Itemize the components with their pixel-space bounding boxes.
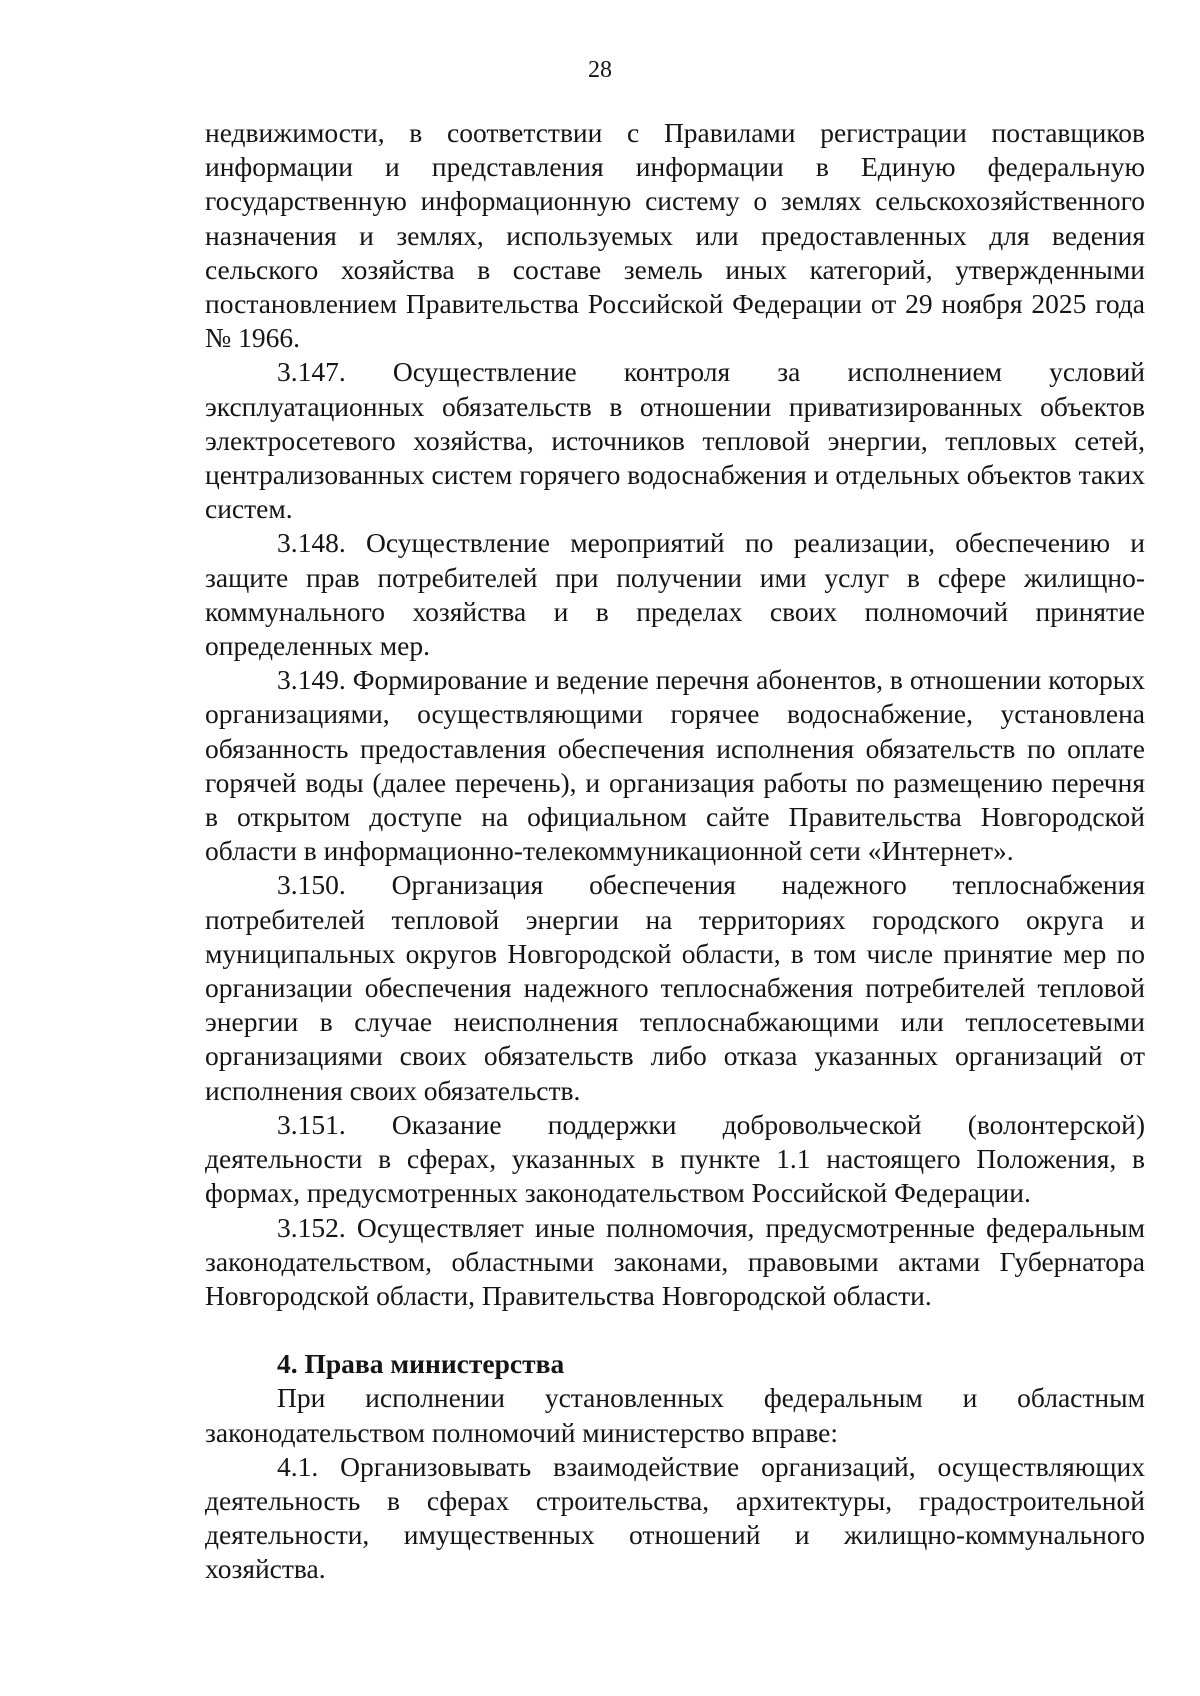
- paragraph-3-148: 3.148. Осуществление мероприятий по реализации, обеспечению и защите прав потребителей при получении ими услуг в сфере жилищно-коммунального хозяйства и в пределах своих полномочий принятие определенных мер.: [205, 527, 1145, 662]
- paragraph-4-1: 4.1. Организовывать взаимодействие организаций, осуществляющих деятельность в сферах строительства, архитектуры, градостроительной деятельности, имущественных отношений и жилищно-коммунального хозяйства.: [205, 1450, 1145, 1585]
- paragraph-3-147: 3.147. Осуществление контроля за исполнением условий эксплуатационных обязательств в отношении приватизированных объектов электросетевого хозяйства, источников тепловой энергии, тепловых сетей, централизованных систем горячего водоснабжения и отдельных объектов таких систем.: [205, 356, 1145, 525]
- paragraph-4-intro: При исполнении установленных федеральным и областным законодательством полномочий министерство вправе:: [205, 1382, 1145, 1448]
- paragraph-3-150: 3.150. Организация обеспечения надежного теплоснабжения потребителей тепловой энергии на территориях городского округа и муниципальных округов Новгородской области, в том числе принятие мер по организации обеспечения надежного теплоснабжения потребителей тепловой энергии в случае неисполнения теплоснабжающими или теплосетевыми организациями своих обязательств либо отказа указанных организаций от исполнения своих обязательств.: [205, 869, 1145, 1106]
- paragraph-3-151: 3.151. Оказание поддержки добровольческой (волонтерской) деятельности в сферах, указанных в пункте 1.1 настоящего Положения, в формах, предусмотренных законодательством Российской Федерации.: [205, 1108, 1145, 1209]
- document-body: [205, 116, 1145, 1587]
- paragraph-3-149: 3.149. Формирование и ведение перечня абонентов, в отношении которых организациями, осуществляющими горячее водоснабжение, установлена обязанность предоставления обеспечения исполнения обязательств по оплате горячей воды (далее перечень), и организация работы по размещению перечня в открытом доступе на официальном сайте Правительства Новгородской области в информационно-телекоммуникационной сети «Интернет».: [205, 664, 1145, 867]
- page-number: 28: [588, 57, 612, 83]
- section-4-heading: 4. Права министерства: [277, 1348, 565, 1380]
- paragraph-3-152: 3.152. Осуществляет иные полномочия, предусмотренные федеральным законодательством, областными законами, правовыми актами Губернатора Новгородской области, Правительства Новгородской области.: [205, 1211, 1145, 1311]
- paragraph-continuation: недвижимости, в соответствии с Правилами регистрации поставщиков информации и представления информации в Единую федеральную государственную информационную систему о землях сельскохозяйственного назначения и землях, используемых или предоставленных для ведения сельского хозяйства в составе земель иных категорий, утвержденными постановлением Правительства Российской Федерации от 29 ноября 2025 года № 1966.: [205, 117, 1145, 354]
